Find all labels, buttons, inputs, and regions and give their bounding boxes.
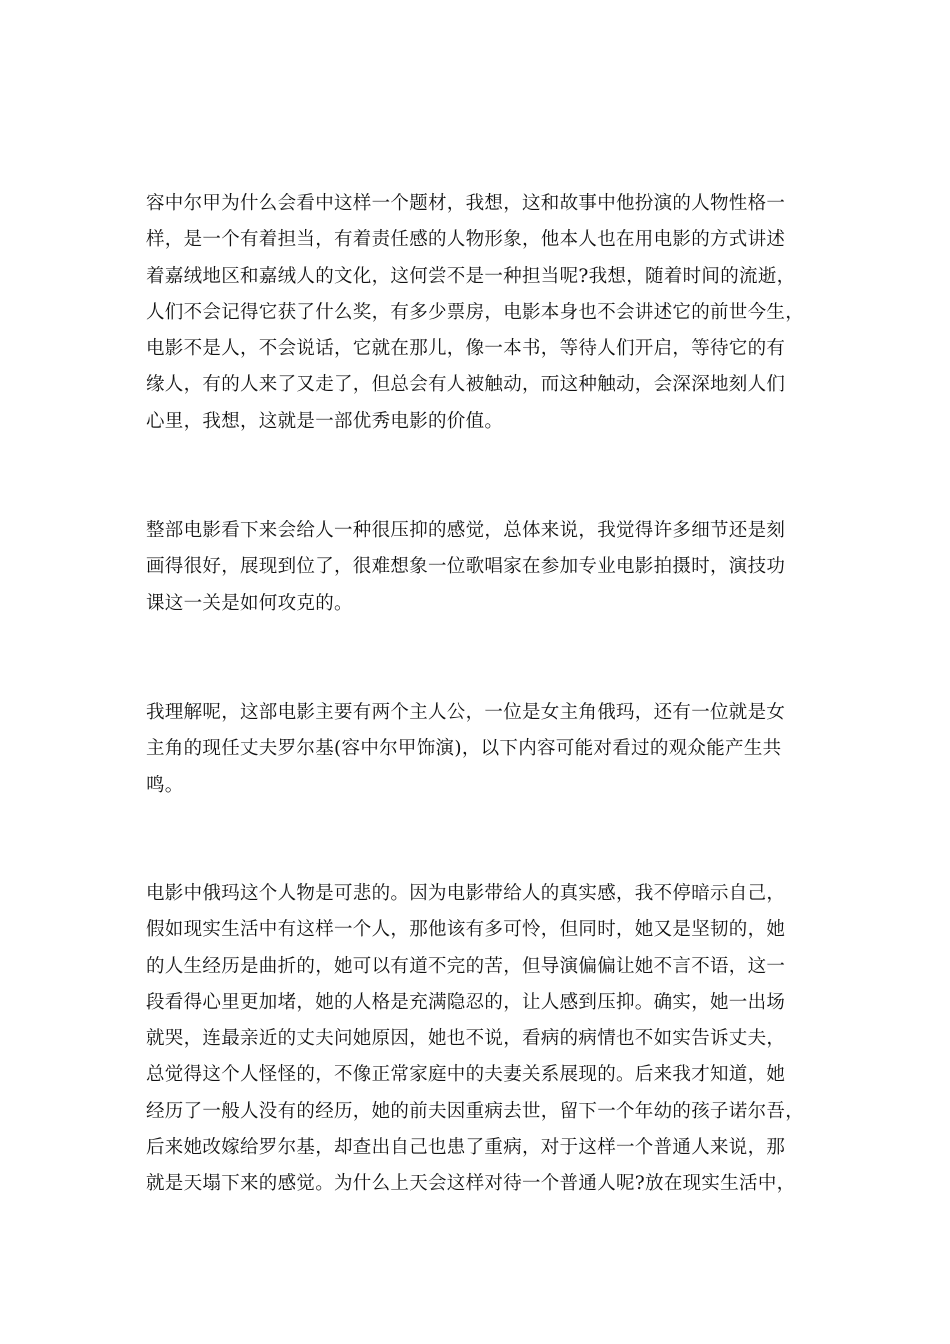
paragraph-line: 总觉得这个人怪怪的，不像正常家庭中的夫妻关系展现的。后来我才知道，她: [146, 1064, 786, 1086]
paragraph-line: 主角的现任丈夫罗尔基(容中尔甲饰演)，以下内容可能对看过的观众能产生共: [146, 738, 782, 760]
paragraph-line: 段看得心里更加堵，她的人格是充满隐忍的，让人感到压抑。确实，她一出场: [146, 991, 786, 1013]
paragraph-line: 着嘉绒地区和嘉绒人的文化，这何尝不是一种担当呢?我想，随着时间的流逝，: [146, 265, 796, 287]
paragraph-line: 就哭，连最亲近的丈夫问她原因，她也不说，看病的病情也不如实告诉丈夫，: [146, 1028, 786, 1050]
paragraph-line: 画得很好，展现到位了，很难想象一位歌唱家在参加专业电影拍摄时，演技功: [146, 556, 786, 578]
paragraph-line: 电影中俄玛这个人物是可悲的。因为电影带给人的真实感，我不停暗示自己，: [146, 883, 786, 904]
paragraph-line: 就是天塌下来的感觉。为什么上天会这样对待一个普通人呢?放在现实生活中，: [146, 1173, 796, 1195]
paragraph-1: [146, 186, 806, 440]
paragraph-line: 经历了一般人没有的经历，她的前夫因重病去世，留下一个年幼的孩子诺尔吾，: [146, 1100, 805, 1122]
paragraph-line: 缘人，有的人来了又走了，但总会有人被触动，而这种触动，会深深地刻人们: [146, 374, 786, 396]
paragraph-line: 整部电影看下来会给人一种很压抑的感觉，总体来说，我觉得许多细节还是刻: [146, 520, 786, 541]
paragraph-line: 课这一关是如何攻克的。: [146, 592, 353, 614]
paragraph-line: 假如现实生活中有这样一个人，那他该有多可怜，但同时，她又是坚韧的，她: [146, 919, 786, 941]
paragraph-line: 我理解呢，这部电影主要有两个主人公，一位是女主角俄玛，还有一位就是女: [146, 702, 786, 723]
paragraph-line: 鸣。: [146, 774, 184, 796]
paragraph-2: [146, 513, 806, 622]
paragraph-line: 后来她改嫁给罗尔基，却查出自己也患了重病，对于这样一个普通人来说，那: [146, 1137, 786, 1159]
paragraph-line: 容中尔甲为什么会看中这样一个题材，我想，这和故事中他扮演的人物性格一: [146, 193, 786, 214]
paragraph-line: 电影不是人，不会说话，它就在那儿，像一本书，等待人们开启，等待它的有: [146, 338, 786, 360]
paragraph-line: 心里，我想，这就是一部优秀电影的价值。: [146, 410, 504, 432]
paragraph-4: [146, 876, 806, 1203]
paragraph-3: [146, 695, 806, 804]
paragraph-line: 人们不会记得它获了什么奖，有多少票房，电影本身也不会讲述它的前世今生，: [146, 301, 805, 323]
paragraph-line: 的人生经历是曲折的，她可以有道不完的苦，但导演偏偏让她不言不语，这一: [146, 955, 786, 977]
paragraph-line: 样，是一个有着担当，有着责任感的人物形象，他本人也在用电影的方式讲述: [146, 229, 786, 251]
